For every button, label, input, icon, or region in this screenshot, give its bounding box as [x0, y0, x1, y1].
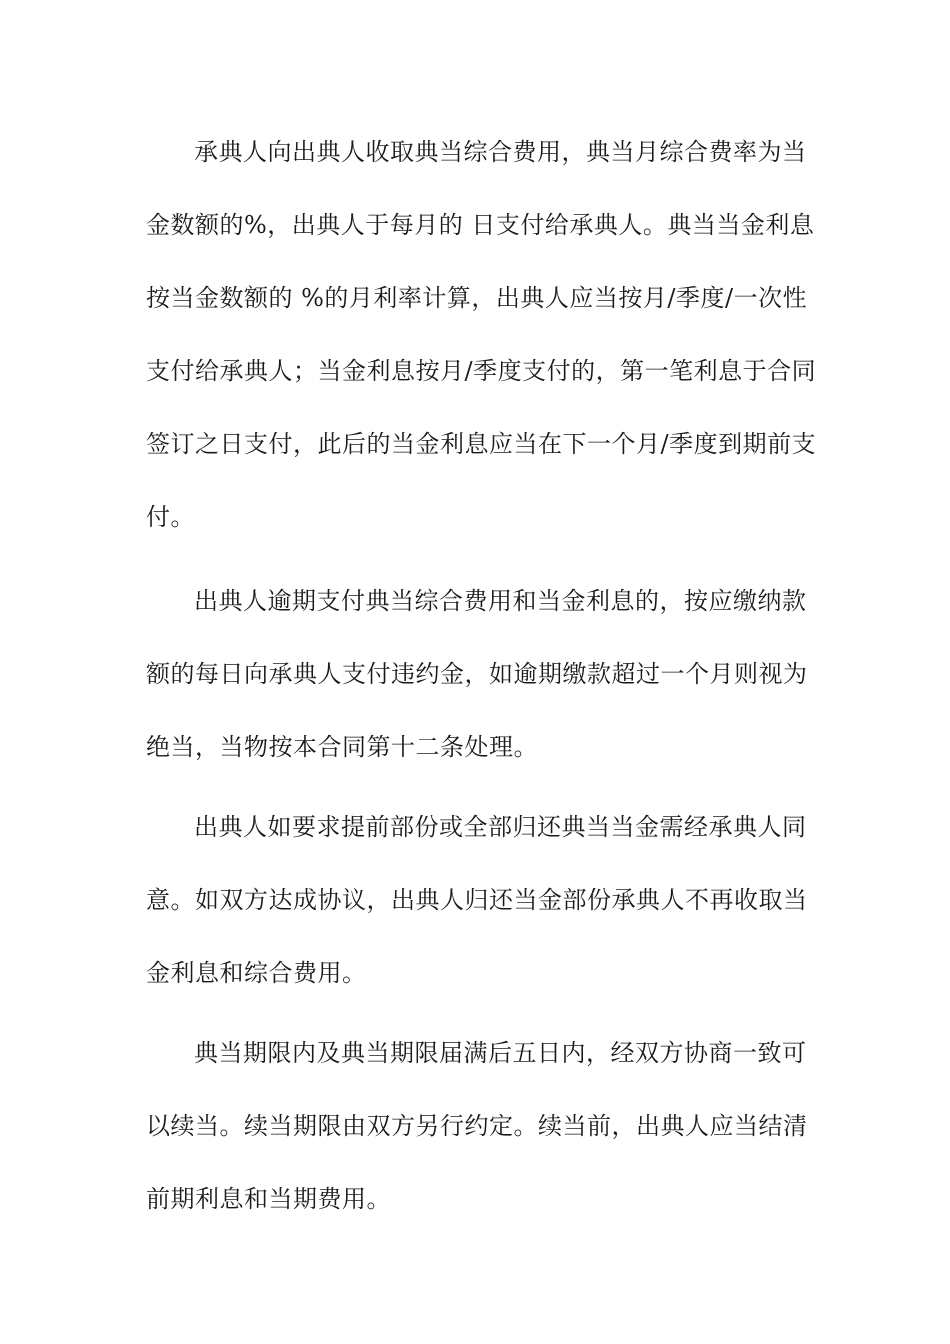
paragraph-3-line-1: 出典人如要求提前部份或全部归还典当当金需经承典人同 [194, 813, 807, 841]
paragraph-2-line-2: 额的每日向承典人支付违约金，如逾期缴款超过一个月则视为 [146, 660, 808, 688]
paragraph-1-line-6: 付。 [146, 503, 195, 531]
paragraph-3-line-2: 意。如双方达成协议，出典人归还当金部份承典人不再收取当 [146, 886, 808, 914]
paragraph-1-line-3: 按当金数额的 %的月利率计算，出典人应当按月/季度/一次性 [146, 284, 808, 312]
paragraph-2-line-1: 出典人逾期支付典当综合费用和当金利息的，按应缴纳款 [194, 587, 807, 615]
paragraph-1-line-1: 承典人向出典人收取典当综合费用，典当月综合费率为当 [194, 138, 807, 166]
paragraph-2-line-3: 绝当，当物按本合同第十二条处理。 [146, 733, 538, 761]
paragraph-4-line-2: 以续当。续当期限由双方另行约定。续当前，出典人应当结清 [146, 1112, 808, 1140]
paragraph-1-line-5: 签订之日支付，此后的当金利息应当在下一个月/季度到期前支 [146, 430, 817, 458]
paragraph-1-line-4: 支付给承典人；当金利息按月/季度支付的，第一笔利息于合同 [146, 357, 817, 385]
paragraph-1-line-2: 金数额的%，出典人于每月的 日支付给承典人。典当当金利息 [146, 211, 815, 239]
paragraph-3-line-3: 金利息和综合费用。 [146, 959, 367, 987]
paragraph-4-line-1: 典当期限内及典当期限届满后五日内，经双方协商一致可 [194, 1039, 807, 1067]
paragraph-4-line-3: 前期利息和当期费用。 [146, 1185, 391, 1213]
